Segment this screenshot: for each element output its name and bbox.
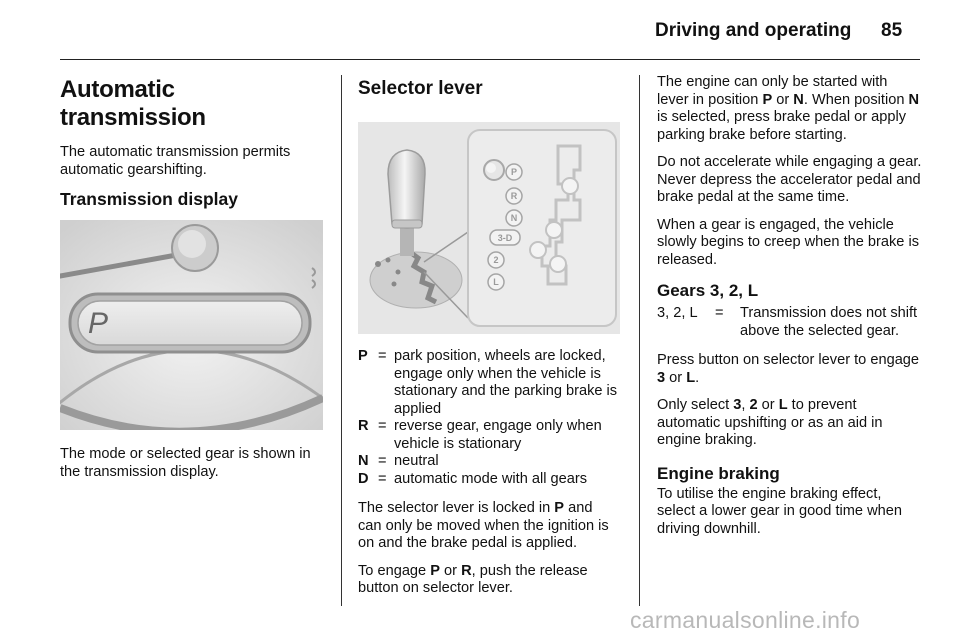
definition-term: R	[358, 418, 369, 434]
page-number: 85	[881, 20, 903, 41]
definition-term: P	[358, 348, 368, 364]
definition-desc: park position, wheels are locked, engage only when the vehicle is stationary and the parking brake is applied	[394, 348, 618, 417]
gear-definitions	[358, 348, 620, 488]
column-divider-2	[639, 75, 640, 606]
definition-row: N = neutral	[358, 453, 620, 471]
column-2	[358, 74, 620, 608]
watermark: carmanualsonline.info	[630, 607, 861, 633]
gears-definition: 3, 2, L = Transmission does not shift above the selected gear.	[657, 305, 918, 339]
definition-desc: automatic mode with all gears	[394, 470, 588, 487]
press-button-paragraph: Press button on selector lever to engage 3 or L.	[657, 352, 920, 386]
transmission-display-figure	[60, 220, 323, 430]
lever-lock-paragraph: The selector lever is locked in P and can only be moved when the ignition is on and the brake pedal is applied.	[358, 500, 609, 551]
engine-braking-paragraph: To utilise the engine braking effect, select a lower gear in good time when driving downhill.	[657, 485, 902, 537]
gate-label-r: R	[510, 191, 518, 201]
gate-label-3-d: 3-D	[497, 233, 513, 243]
engage-paragraph: To engage P or R, push the release button on selector lever.	[358, 562, 588, 596]
display-gear-indicator: P	[88, 307, 109, 340]
definition-term: N	[358, 453, 369, 469]
selector-lever-heading: Selector lever	[358, 78, 483, 99]
definition-row: R = reverse gear, engage only when vehicle is stationary	[358, 418, 620, 453]
intro-paragraph: The automatic transmission permits automatic gearshifting.	[60, 144, 291, 178]
gate-label-n: N	[510, 213, 518, 223]
definition-row: D = automatic mode with all gears	[358, 471, 620, 489]
header-title: Driving and operating	[655, 20, 852, 41]
creep-paragraph: When a gear is engaged, the vehicle slowly begins to creep when the brake is released.	[657, 216, 920, 268]
selector-lever-figure	[358, 122, 620, 334]
definition-desc: neutral	[394, 453, 439, 469]
subheading-transmission-display: Transmission display	[60, 189, 238, 209]
gears-heading: Gears 3, 2, L	[657, 281, 759, 300]
engine-braking-heading: Engine braking	[657, 463, 780, 483]
definition-desc: reverse gear, engage only when vehicle is stationary	[394, 418, 602, 452]
section-title: Automatic transmission	[60, 76, 206, 131]
gate-label-2: 2	[493, 255, 499, 265]
column-1	[60, 74, 325, 491]
header-divider	[60, 59, 920, 60]
accelerate-paragraph: Do not accelerate while engaging a gear. Never depress the accelerator pedal and brake pedal at the same time.	[657, 154, 922, 205]
only-select-paragraph: Only select 3, 2 or L to prevent automatic upshifting or as an aid in engine braking.	[657, 397, 883, 448]
selector-lever-illustration	[358, 122, 620, 334]
gate-label-l: L	[493, 277, 499, 287]
column-divider-1	[341, 75, 342, 606]
transmission-display-illustration	[60, 220, 323, 430]
definition-term: D	[358, 470, 369, 487]
gate-label-p: P	[510, 167, 518, 177]
display-caption: The mode or selected gear is shown in the transmission display.	[60, 446, 311, 480]
engine-start-paragraph: The engine can only be started with lever in position P or N. When position N is selected, press brake pedal or apply parking brake before starting.	[657, 74, 920, 143]
column-3	[657, 74, 922, 548]
definition-row: P = park position, wheels are locked, engage only when the vehicle is stationary and the parking brake is applied	[358, 348, 620, 418]
